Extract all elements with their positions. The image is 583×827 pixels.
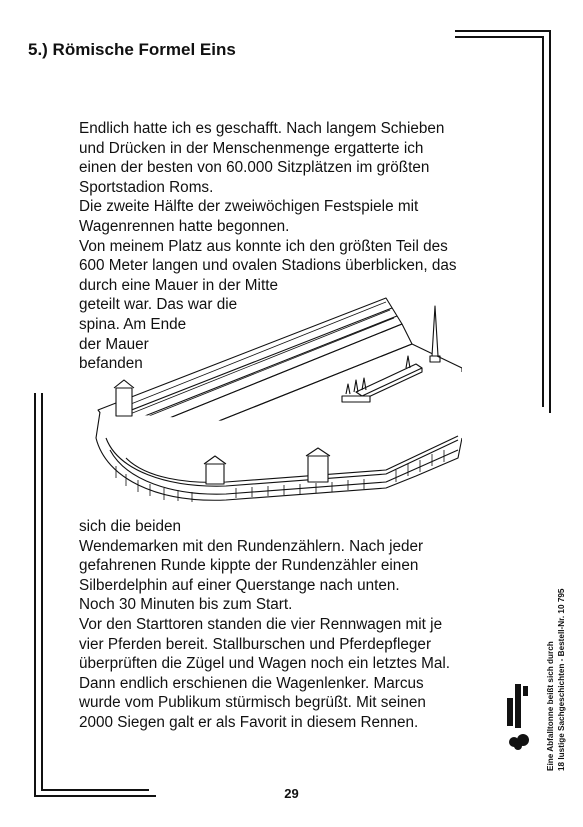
text-line: spina. Am Ende	[79, 315, 187, 333]
text-line: sich die beiden	[79, 518, 182, 535]
text-line: Endlich hatte ich es geschafft. Nach langem Schieben	[79, 120, 445, 137]
text-line: befanden	[79, 355, 143, 373]
text-line: der Mauer	[79, 335, 149, 353]
text-line: vier Pferden bereit. Stallburschen und Pferdepfleger	[79, 635, 432, 653]
frame-right-outer	[549, 30, 551, 413]
text-line: Von meinem Platz aus konnte ich den größten Teil des	[79, 237, 448, 255]
frame-right-inner	[542, 36, 544, 407]
text-line: Silberdelphin auf einer Querstange nach unten.	[79, 576, 400, 594]
book-order-line: 18 lustige Sachgeschichten - Bestell-Nr. 10 795	[557, 588, 566, 771]
text-line: Wendemarken mit den Rundenzählern. Nach jeder	[79, 537, 424, 555]
text-line: überprüften die Zügel und Wagen noch ein letztes Mal.	[79, 655, 451, 673]
text-line: durch eine Mauer in der Mitte	[79, 276, 278, 294]
page-title: 5.) Römische Formel Eins	[28, 40, 236, 59]
text-line: 2000 Siegen galt er als Favorit in diesem Rennen.	[79, 713, 419, 731]
frame-left-outer	[34, 393, 36, 796]
text-line: Die zweite Hälfte der zweiwöchigen Festspiele mit	[79, 198, 419, 216]
text-line: Dann endlich erschienen die Wagenlenker. Marcus	[79, 674, 424, 692]
kohl-verlag-logo	[505, 680, 535, 752]
circus-maximus-illustration	[86, 288, 462, 510]
text-line: Sportstadion Roms.	[79, 178, 214, 196]
text-line: wurde vom Publikum stürmisch begrüßt. Mit seinen	[79, 694, 426, 712]
text-line: Noch 30 Minuten bis zum Start.	[79, 596, 293, 614]
text-line: einen der besten von 60.000 Sitzplätzen im größten	[79, 159, 430, 177]
frame-left-inner	[41, 393, 43, 791]
page-number: 29	[284, 786, 299, 801]
book-title-line: Eine Abfalltonne beißt sich durch	[546, 641, 555, 771]
frame-top-inner	[455, 36, 543, 38]
frame-top-outer	[455, 30, 551, 32]
book-info	[545, 589, 567, 771]
text-line: Vor den Starttoren standen die vier Rennwagen mit je	[79, 615, 443, 633]
text-line: Wagenrennen hatte begonnen.	[79, 217, 290, 235]
text-line: und Drücken in der Menschenmenge ergatterte ich	[79, 139, 424, 157]
text-line: geteilt war. Das war die	[79, 296, 238, 314]
story-text-bottom	[79, 517, 494, 733]
text-line: gefahrenen Runde kippte der Rundenzähler einen	[79, 557, 419, 575]
text-line: 600 Meter langen und ovalen Stadions überblicken, das	[79, 257, 457, 275]
